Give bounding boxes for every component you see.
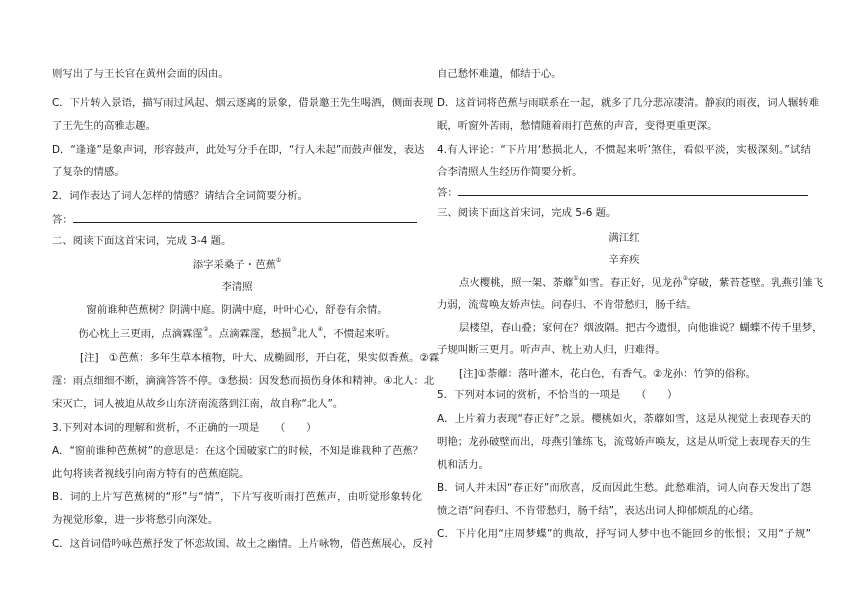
poem-line: 子规叫断三更月。听声声、枕上劝人归，归难得。 xyxy=(437,344,666,356)
text-line: 自己愁怀难遣，郁结于心。 xyxy=(437,68,562,80)
poem-line: 层楼望，春山叠；家何在？烟波隔。把古今遗恨，向他谁说？蝴蝶不传千里梦， xyxy=(459,322,823,334)
text-line: 眠，听窗外苦雨，愁情随着雨打芭蕉的声音，变得更重更深。 xyxy=(437,120,718,132)
text-line: 为视觉形象，进一步将愁引向深处。 xyxy=(52,514,219,526)
text-line: 合李清照人生经历作简要分析。 xyxy=(437,166,583,178)
question-5: 5．下列对本词的赏析，不恰当的一项是 （ ） xyxy=(437,389,678,401)
note-line: 霪：雨点细细不断，滴滴答答不停。③愁损：因发愁而损伤身体和精神。④北人：北 xyxy=(52,375,435,387)
answer-label: 答： xyxy=(437,187,458,199)
option-d: D．这首词将芭蕉与雨联系在一起，就多了几分悲凉凄清。静寂的雨夜，词人辗转难 xyxy=(437,97,820,109)
poem-title: 添字采桑子・芭蕉① xyxy=(192,257,282,271)
footnote-mark: ① xyxy=(573,275,579,282)
footnote-mark: ④ xyxy=(317,326,324,333)
text-line: D．“逢逢”是象声词，形容鼓声，此处写分手在即，“行人未起”而鼓声催发，表达 xyxy=(52,144,425,156)
footnote-mark: ① xyxy=(275,257,282,264)
option-c: C．下片化用“庄周梦蝶”的典故，抒写词人梦中也不能回乡的怅恨；又用“子规” xyxy=(437,528,811,540)
text-line: 明艳；龙孙破壁而出，母燕引雏练飞，流莺娇声唤友，这是从听觉上表现春天的生 xyxy=(437,436,812,448)
answer-line xyxy=(52,211,417,227)
text-line: 愤之语“问春归、不肯带愁归，肠千结”，表达出词人抑郁烦乱的心绪。 xyxy=(437,505,760,517)
text-line: 机和活力。 xyxy=(437,459,489,471)
note-line: [注]①荼蘼：落叶灌木，花白色，有香气。②龙孙：竹笋的俗称。 xyxy=(459,368,756,380)
option-c: C．这首词借吟咏芭蕉抒发了怀恋故国、故土之幽情。上片咏物，借芭蕉展心，反衬 xyxy=(52,538,434,550)
option-a: A．上片着力表现“春正好”之景。樱桃如火，荼蘼如雪，这是从视觉上表现春天的 xyxy=(437,413,811,425)
poem-title: 满江红 xyxy=(608,232,640,244)
text-line: 了王先生的高雅志趣。 xyxy=(52,120,156,132)
answer-blank[interactable] xyxy=(73,211,417,223)
poem-line: 窗前谁种芭蕉树？阴满中庭。阴满中庭，叶叶心心，舒卷有余情。 xyxy=(86,304,388,316)
footnote-mark: ③ xyxy=(291,326,297,333)
text-line: 则写出了与王长官在黄州会面的因由。 xyxy=(52,68,229,80)
note-line: [注] ①芭蕉：多年生草本植物，叶大、成椭圆形，开白花，果实似香蕉。②霖 xyxy=(80,352,440,364)
note-line: 宋灭亡，词人被迫从故乡山东济南流落到江南，故自称“北人”。 xyxy=(52,398,344,410)
answer-line xyxy=(437,184,808,200)
poem-line: 力弱，流莺唤友娇声怯。问春归、不肯带愁归，肠千结。 xyxy=(437,299,697,311)
poem-line: 点火樱桃，照一架、荼蘼①如雪。春正好，见龙孙②穿破，紫苔苍壁。乳燕引雏飞 xyxy=(459,275,824,289)
answer-blank[interactable] xyxy=(458,184,808,196)
poem-line: 伤心枕上三更雨，点滴霖霪②。点滴霖霪，愁损③北人④，不惯起来听。 xyxy=(78,326,396,340)
answer-label: 答： xyxy=(52,214,73,226)
option-b: B．词人并未因“春正好”而欣喜，反而因此生愁。此愁难消，词人向春天发出了怨 xyxy=(437,482,811,494)
question-3: 3.下列对本词的理解和赏析，不正确的一项是 （ ） xyxy=(52,422,317,434)
question-2: 2．词作表达了词人怎样的情感？请结合全词简要分析。 xyxy=(52,190,308,202)
question-4: 4.有人评论：“下片用‘愁损北人，不惯起来听’煞住，看似平淡，实极深刻。”试结 xyxy=(437,144,811,156)
text-line: C．下片转入景语，描写雨过风起、烟云逐离的景象，借景邀王先生喝酒，侧面表现 xyxy=(52,97,434,109)
footnote-mark: ② xyxy=(202,326,209,333)
footnote-mark: ② xyxy=(682,275,688,282)
section-heading: 三、阅读下面这首宋词，完成 5-6 题。 xyxy=(437,207,617,219)
poem-author: 辛弃疾 xyxy=(608,254,640,266)
section-heading: 二、阅读下面这首宋词，完成 3-4 题。 xyxy=(52,235,232,247)
text-line: 此句将读者视线引向南方特有的芭蕉庭院。 xyxy=(52,468,250,480)
option-a: A．“窗前谁种芭蕉树”的意思是：在这个国破家亡的时候，不知是谁栽种了芭蕉？ xyxy=(52,445,424,457)
text-line: 了复杂的情感。 xyxy=(52,166,125,178)
poem-author: 李清照 xyxy=(221,281,253,293)
option-b: B．词的上片写芭蕉树的“形”与“情”，下片写夜听雨打芭蕉声，由听觉形象转化 xyxy=(52,491,422,503)
